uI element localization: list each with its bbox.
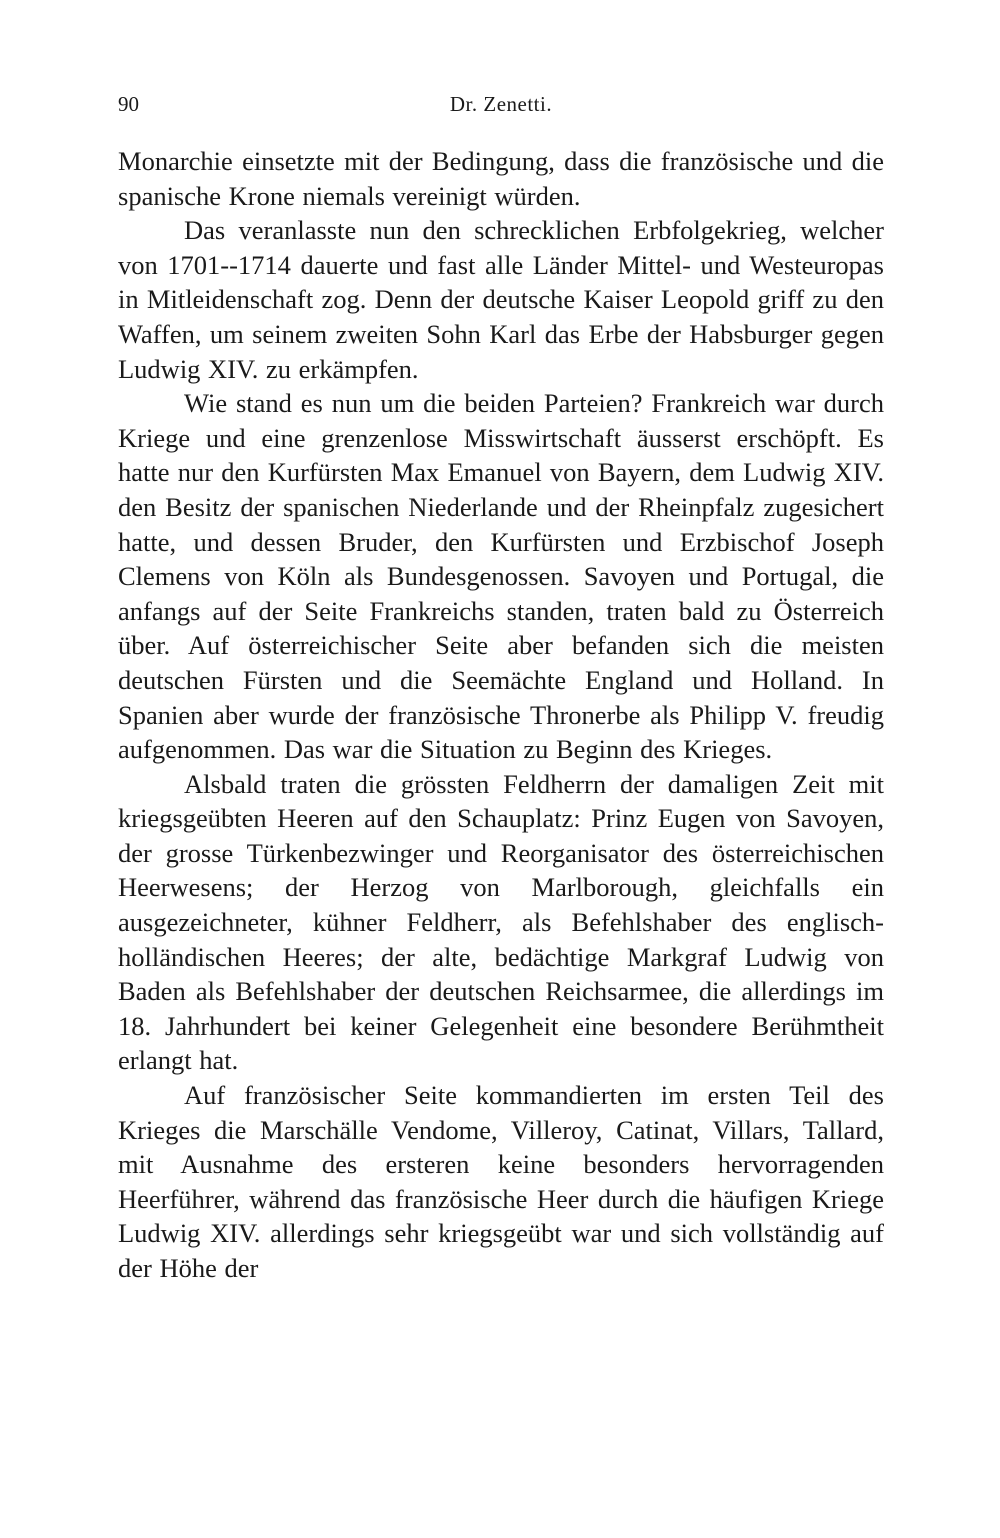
header-author: Dr. Zenetti. — [449, 92, 553, 116]
book-page — [118, 86, 884, 1486]
running-head — [118, 86, 884, 122]
paragraph-erbfolgekrieg: Das veranlasste nun den schrecklichen Erbfolgekrieg, welcher von 1701--1714 dauerte und fast alle Länder Mittel- und Westeuropas in Mitleidenschaft zog. Denn der deutsche Kaiser Leopold griff zu den Waffen, um seinem zweiten Sohn Karl das Erbe der Habsburger gegen Ludwig XIV. zu erkämpfen. — [118, 215, 884, 384]
paragraph-franzoesische-seite: Auf französischer Seite kommandierten im ersten Teil des Krieges die Marschälle Vendome, Villeroy, Catinat, Villars, Tallard, mit Ausnahme des ersteren keine besonders hervorragenden Heerführer, während das französische Heer durch die häufigen Kriege Ludwig XIV. allerdings sehr kriegsgeübt war und sich vollständig auf der Höhe der — [118, 1080, 884, 1283]
page-number: 90 — [118, 92, 139, 116]
paragraph-feldherrn: Alsbald traten die grössten Feldherrn der damaligen Zeit mit kriegsgeübten Heeren auf den Schauplatz: Prinz Eugen von Savoyen, der grosse Türkenbezwinger und Reorganisator des österreichischen Heerwesens; der Herzog von Marlborough, gleichfalls ein ausgezeichneter, kühner Feldherr, als Befehlshaber des englisch-holländischen Heeres; der alte, bedächtige Markgraf Ludwig von Baden als Befehlshaber der deutschen Reichsarmee, die allerdings im 18. Jahrhundert bei keiner Gelegenheit eine besondere Berühmtheit erlangt hat. — [118, 768, 884, 1076]
paragraph-continuation: Monarchie einsetzte mit der Bedingung, dass die französische und die spanische Krone niemals vereinigt würden. — [118, 146, 884, 211]
body-text — [118, 144, 884, 1286]
paragraph-parteien: Wie stand es nun um die beiden Parteien? Frankreich war durch Kriege und eine grenzenlose Misswirtschaft äusserst erschöpft. Es hatte nur den Kurfürsten Max Emanuel von Bayern, dem Ludwig XIV. den Besitz der spanischen Niederlande und der Rheinpfalz zugesichert hatte, und dessen Bruder, den Kurfürsten und Erzbischof Joseph Clemens von Köln als Bundesgenossen. Savoyen und Portugal, die anfangs auf der Seite Frankreichs standen, traten bald zu Österreich über. Auf österreichischer Seite aber befanden sich die meisten deutschen Fürsten und die Seemächte England und Holland. In Spanien aber wurde der französische Thronerbe als Philipp V. freudig aufgenommen. Das war die Situation zu Beginn des Krieges. — [118, 388, 884, 765]
